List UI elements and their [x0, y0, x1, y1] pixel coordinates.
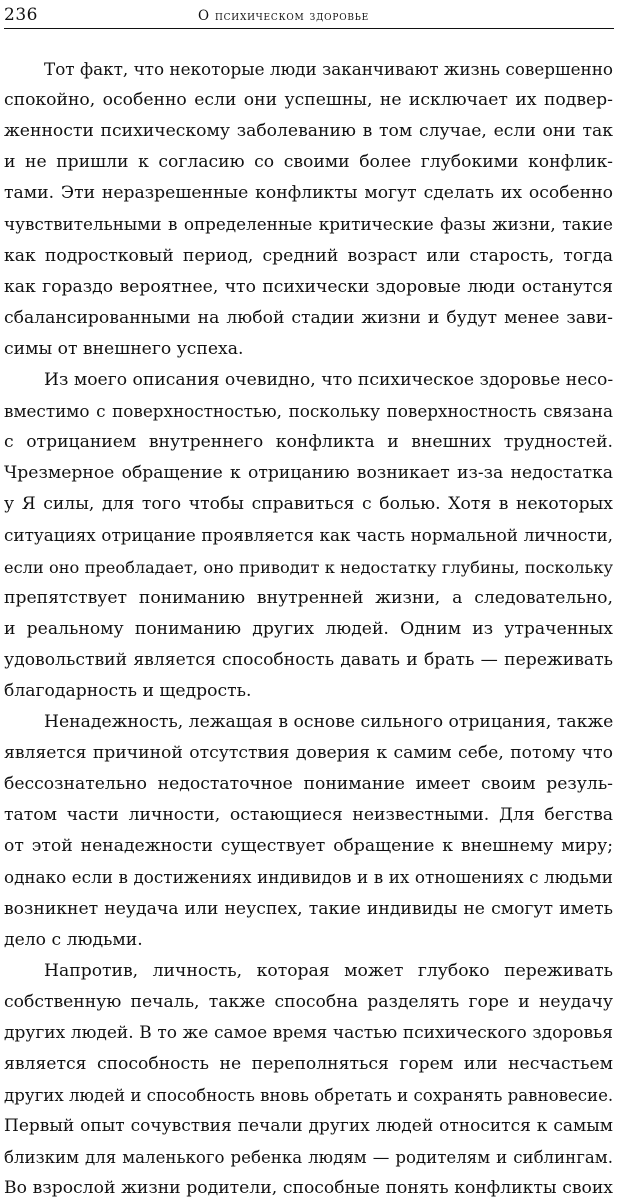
page-number: 236 — [4, 5, 38, 25]
text-line: от этой ненадежности существует обращение к внешнему миру; — [4, 836, 613, 857]
text-line: Первый опыт сочувствия печали других людей относится к самым — [4, 1116, 613, 1137]
text-line: с отрицанием внутреннего конфликта и внешних трудностей. — [4, 432, 613, 453]
text-line: симы от внешнего успеха. — [4, 338, 244, 359]
text-line: женности психическому заболеванию в том случае, если они так — [4, 121, 613, 142]
text-line: бессознательно недостаточное понимание имеет своим резуль- — [4, 774, 613, 795]
text-line: близким для маленького ребенка людям — родителям и сиблингам. — [4, 1148, 613, 1168]
text-line: является способность не переполняться горем или несчастьем — [4, 1054, 613, 1074]
text-line: ситуациях отрицание проявляется как часть нормальной личности, — [4, 525, 613, 546]
text-line: спокойно, особенно если они успешны, не исключает их подвер- — [4, 90, 613, 111]
text-line: однако если в достижениях индивидов и в их отношениях с людьми — [4, 867, 613, 888]
text-line: у Я силы, для того чтобы справиться с болью. Хотя в некоторых — [4, 494, 613, 515]
text-line: возникнет неудача или неуспех, такие индивиды не смогут иметь — [4, 898, 613, 919]
text-line: собственную печаль, также способна разделять горе и неудачу — [4, 991, 613, 1012]
text-line: вместимо с поверхностностью, поскольку поверхностность связана — [4, 401, 613, 422]
running-title: О психическом здоровье — [198, 8, 370, 24]
text-line: Во взрослой жизни родители, способные понять конфликты своих — [4, 1178, 613, 1199]
text-line: как гораздо вероятнее, что психически здоровые люди останутся — [4, 276, 613, 297]
text-line: Чрезмерное обращение к отрицанию возникает из-за недостатка — [4, 463, 613, 484]
text-line: других людей. В то же самое время частью психического здоровья — [4, 1022, 613, 1043]
text-line: тами. Эти неразрешенные конфликты могут сделать их особенно — [4, 183, 613, 204]
text-line: и реальному пониманию других людей. Одним из утраченных — [4, 618, 613, 639]
text-line: сбалансированными на любой стадии жизни и будут менее зави- — [4, 307, 613, 328]
text-line: Из моего описания очевидно, что психическое здоровье несо- — [44, 369, 614, 390]
text-line: благодарность и щедрость. — [4, 680, 252, 701]
text-line: Тот факт, что некоторые люди заканчивают жизнь совершенно — [44, 59, 613, 79]
body-text — [4, 54, 613, 1204]
text-line: как подростковый период, средний возраст или старость, тогда — [4, 245, 613, 266]
text-line: дело с людьми. — [4, 929, 143, 950]
text-line: является причиной отсутствия доверия к самим себе, потому что — [4, 743, 613, 764]
text-line: и не пришли к согласию со своими более глубокими конфлик- — [4, 152, 613, 173]
text-line: Ненадежность, лежащая в основе сильного отрицания, также — [44, 711, 614, 732]
text-line: если оно преобладает, оно приводит к недостатку глубины, поскольку — [4, 557, 613, 577]
text-line: татом части личности, остающиеся неизвестными. Для бегства — [4, 805, 613, 826]
text-line: удовольствий является способность давать и брать — переживать — [4, 649, 613, 670]
running-head — [4, 4, 614, 29]
text-line: препятствует пониманию внутренней жизни, а следовательно, — [4, 587, 613, 608]
text-line: Напротив, личность, которая может глубоко переживать — [44, 960, 613, 981]
text-line: чувствительными в определенные критические фазы жизни, такие — [4, 214, 613, 235]
text-line: других людей и способность вновь обретать и сохранять равновесие. — [4, 1086, 614, 1106]
